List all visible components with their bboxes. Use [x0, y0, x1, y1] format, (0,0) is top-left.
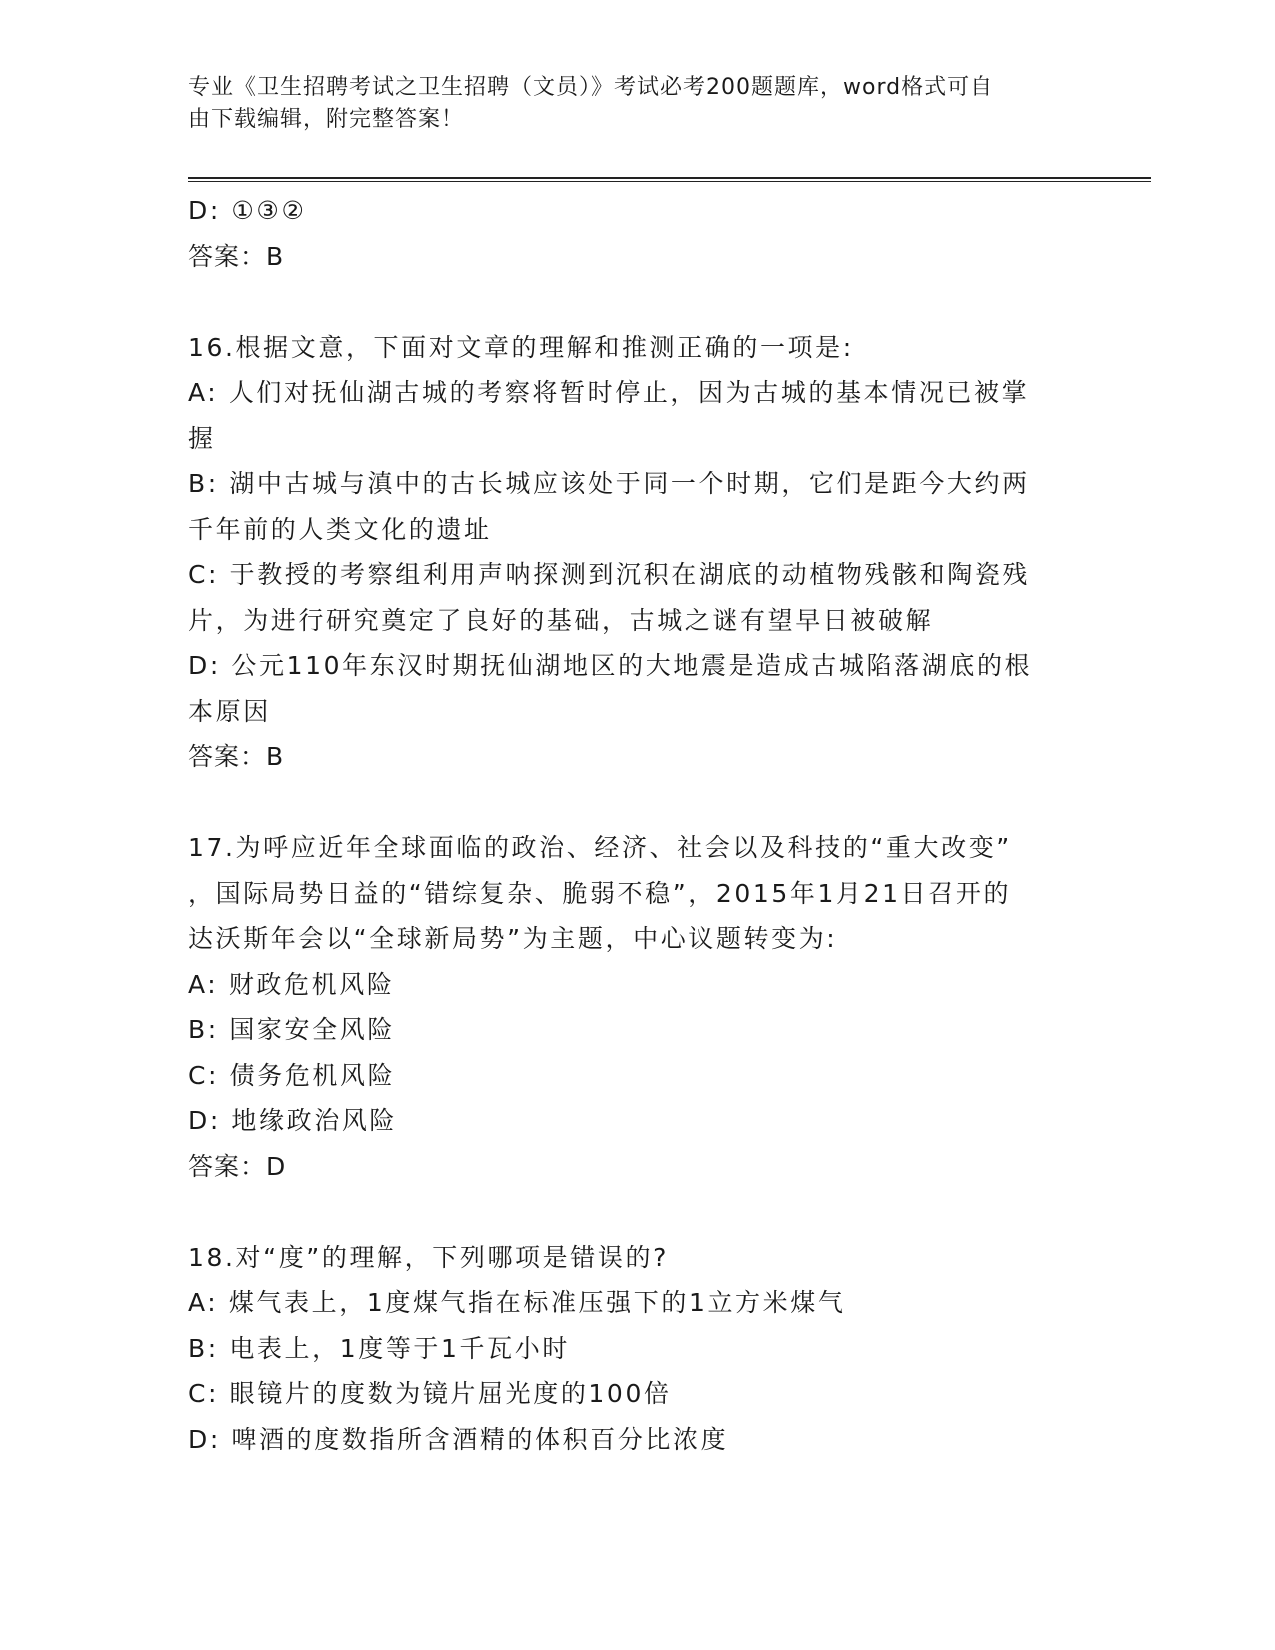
- spacer: [188, 1189, 1088, 1235]
- option-a-continued: 握: [188, 423, 216, 453]
- option-a: A: 人们对抚仙湖古城的考察将暂时停止，因为古城的基本情况已被掌: [188, 378, 1030, 407]
- question-17-stem: 17.为呼应近年全球面临的政治、经济、社会以及科技的“重大改变”: [188, 833, 1012, 862]
- option-a: A: 煤气表上，1度煤气指在标准压强下的1立方米煤气: [188, 1288, 846, 1317]
- header-divider: [188, 177, 1151, 182]
- spacer: [188, 780, 1088, 826]
- question-content: [188, 188, 1088, 1462]
- option-d: D: ①③②: [188, 196, 307, 225]
- page-header: [188, 72, 1068, 136]
- answer-line: 答案：B: [188, 742, 285, 771]
- option-b: B: 湖中古城与滇中的古长城应该处于同一个时期，它们是距今大约两: [188, 469, 1030, 498]
- option-a: A: 财政危机风险: [188, 969, 395, 999]
- spacer: [188, 279, 1088, 325]
- question-17-stem-continued: ，国际局势日益的“错综复杂、脆弱不稳”，2015年1月21日召开的: [188, 878, 1012, 908]
- option-b: B: 电表上，1度等于1千瓦小时: [188, 1333, 570, 1363]
- question-18-stem: 18.对“度”的理解，下列哪项是错误的?: [188, 1242, 669, 1272]
- option-c-continued: 片，为进行研究奠定了良好的基础，古城之谜有望早日被破解: [188, 605, 934, 635]
- option-b: B: 国家安全风险: [188, 1015, 395, 1044]
- option-d: D: 地缘政治风险: [188, 1106, 398, 1135]
- option-c: C: 债务危机风险: [188, 1060, 396, 1090]
- option-d: D: 啤酒的度数指所含酒精的体积百分比浓度: [188, 1424, 729, 1454]
- header-line: 由下载编辑，附完整答案！: [188, 107, 465, 132]
- question-17-stem-continued: 达沃斯年会以“全球新局势”为主题，中心议题转变为:: [188, 924, 838, 953]
- option-d: D: 公元110年东汉时期抚仙湖地区的大地震是造成古城陷落湖底的根: [188, 651, 1033, 680]
- option-d-continued: 本原因: [188, 696, 271, 726]
- option-c: C: 于教授的考察组利用声呐探测到沉积在湖底的动植物残骸和陶瓷残: [188, 560, 1031, 589]
- answer-line: 答案：B: [188, 241, 285, 271]
- header-line: 专业《卫生招聘考试之卫生招聘（文员）》考试必考200题题库，word格式可自: [188, 75, 994, 100]
- answer-line: 答案：D: [188, 1151, 287, 1181]
- option-b-continued: 千年前的人类文化的遗址: [188, 514, 492, 544]
- question-16-stem: 16.根据文意，下面对文章的理解和推测正确的一项是:: [188, 332, 854, 362]
- option-c: C: 眼镜片的度数为镜片屈光度的100倍: [188, 1379, 672, 1408]
